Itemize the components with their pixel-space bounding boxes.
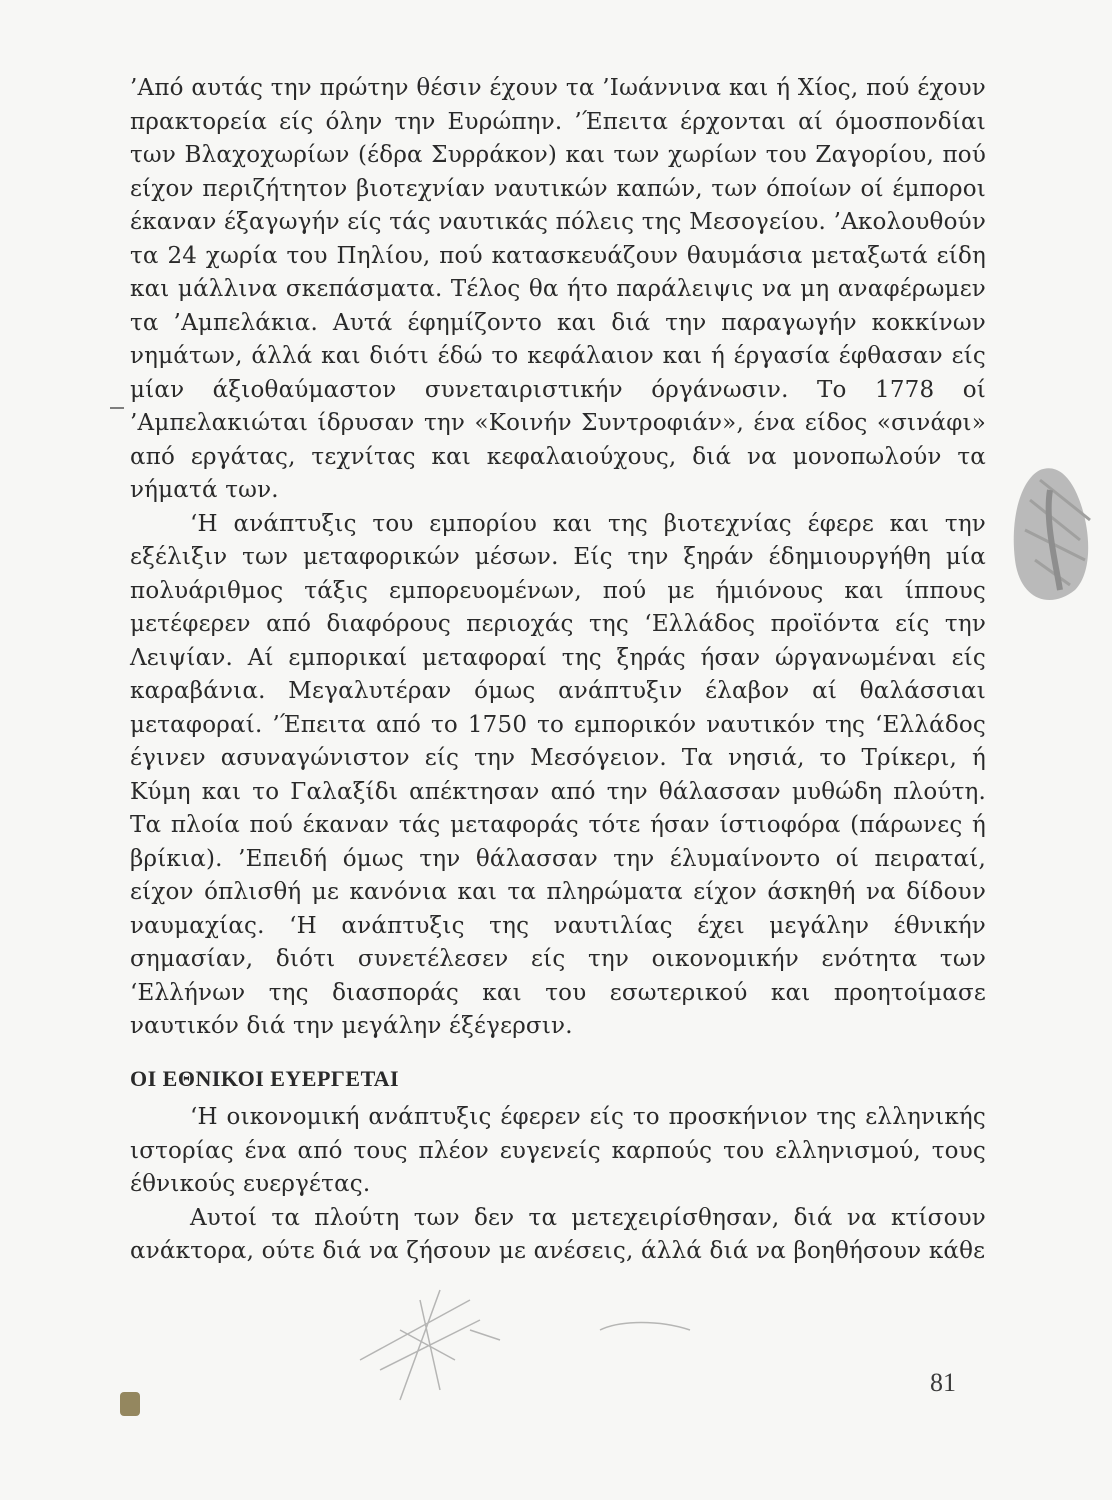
section-heading: ΟΙ ΕΘΝΙΚΟΙ ΕΥΕΡΓΕΤΑΙ <box>130 1065 400 1091</box>
corner-mark <box>120 1392 140 1416</box>
body-text <box>130 72 986 1269</box>
bottom-scratch <box>360 1290 690 1400</box>
page-number: 81 <box>930 1368 956 1397</box>
paragraph-benefactors-intro: ‘Η οικονομική ανάπτυξις έφερεν είς το προσκήνιον της ελληνικής ιστορίας ένα από τους πλέον ευγενείς καρπούς του ελληνισμού, τους έθνικούς ευεργέτας. <box>130 1104 986 1197</box>
paragraph-trade-centers: ’Από αυτάς την πρώτην θέσιν έχουν τα ’Ιωάννινα και ή Χίος, πού έχουν πρακτορεία είς όλην την Ευρώπην. ’Έπειτα έρχονται αί όμοσπονδίαι των Βλαχοχωρίων (έδρα Συρράκον) και των χωρίων του Ζαγορίου, πού είχον περιζήτητον βιοτεχνίαν ναυτικών καπών, των όποίων οί έμποροι έκαναν έξαγωγήν είς τάς ναυτικάς πόλεις της Μεσογείου. ’Ακολουθούν τα 24 χωρία του Πηλίου, πού κατασκευάζουν θαυμάσια μεταξωτά είδη και μάλλινα σκεπάσματα. Τέλος θα ήτο παράλειψις να μη αναφέρωμεν τα ’Αμπελάκια. Αυτά έφημίζοντο και διά την παραγωγήν κοκκίνων νημάτων, άλλά και διότι έδώ το κεφάλαιον και ή έργασία έφθασαν είς μίαν άξιοθαύμαστον συνεταιριστικήν όργάνωσιν. Το 1778 οί ’Αμπελακιώται ίδρυσαν την «Κοινήν Συντροφιάν», ένα είδος «σινάφι» από εργάτας, τεχνίτας και κεφαλαιούχους, διά να μονοπωλούν τα νήματά των. <box>130 75 986 503</box>
paragraph-transport: ‘Η ανάπτυξις του εμπορίου και της βιοτεχνίας έφερε και την εξέλιξιν των μεταφορικών μέσων. Είς την ξηράν έδημιουργήθη μία πολυάριθμος τάξις εμπορευομένων, πού με ήμιόνους και ίππους μετέφερεν από διαφόρους περιοχάς της ‘Ελλάδος προϊόντα είς την Λειψίαν. Αί εμπορικαί μεταφοραί της ξηράς ήσαν ώργανωμέναι είς καραβάνια. Μεγαλυτέραν όμως ανάπτυξιν έλαβον αί θαλάσσιαι μεταφοραί. ’Έπειτα από το 1750 το εμπορικόν ναυτικόν της ‘Ελλάδος έγινεν ασυναγώνιστον είς την Μεσόγειον. Τα νησιά, το Τρίκερι, ή Κύμη και το Γαλαξίδι απέκτησαν από την θάλασσαν μυθώδη πλούτη. Τα πλοία πού έκαναν τάς μεταφοράς τότε ήσαν ίστιοφόρα (πάρωνες ή βρίκια). ’Επειδή όμως την θάλασσαν την έλυμαίνοντο οί πειραταί, είχον όπλισθή με κανόνια και τα πληρώματα είχον άσκηθή να δίδουν ναυμαχίας. ‘Η ανάπτυξις της ναυτιλίας έχει μεγάλην έθνικήν σημασίαν, διότι συνετέλεσεν είς την οικονομικήν ενότητα των ‘Ελλήνων της διασποράς και του εσωτερικού και προητοίμασε ναυτικόν διά την μεγάλην έξέγερσιν. <box>130 510 986 1039</box>
margin-scribble <box>1014 468 1090 600</box>
paragraph-benefactors-wealth: Αυτοί τα πλούτη των δεν τα μετεχειρίσθησαν, διά να κτίσουν ανάκτορα, ούτε διά να ζήσουν με ανέσεις, άλλά διά να βοηθήσουν κάθε <box>130 1204 986 1264</box>
